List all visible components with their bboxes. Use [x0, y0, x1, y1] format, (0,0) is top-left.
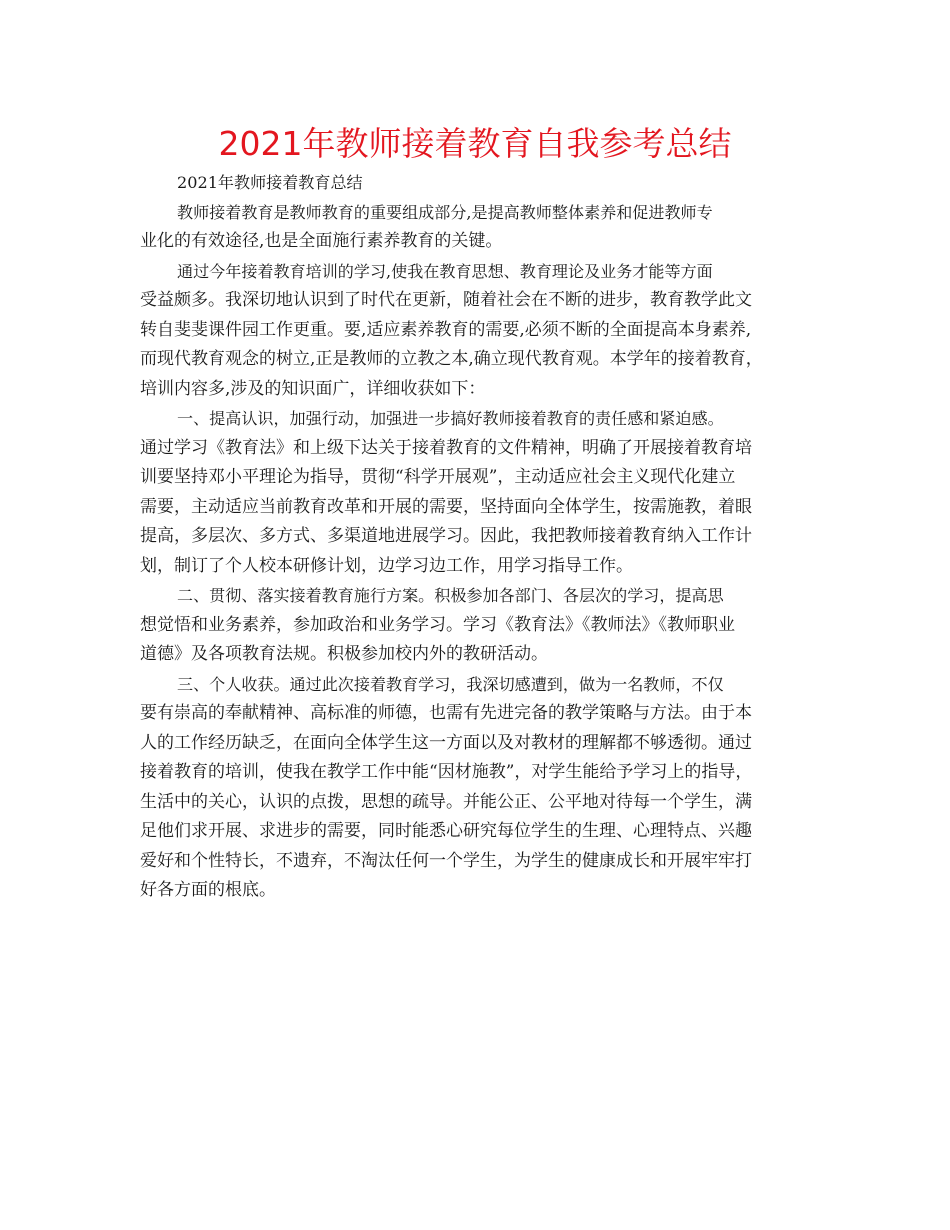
paragraph-line: 需要，主动适应当前教育改革和开展的需要，坚持面向全体学生，按需施教，着眼	[140, 496, 752, 517]
paragraph-line: 培训内容多,涉及的知识面广，详细收获如下：	[140, 378, 486, 399]
paragraph	[140, 581, 830, 670]
paragraph-line: 一、提高认识，加强行动，加强进一步搞好教师接着教育的责任感和紧迫感。	[177, 409, 724, 428]
paragraph-line: 二、贯彻、落实接着教育施行方案。积极参加各部门、各层次的学习，提高思	[177, 586, 724, 605]
paragraph-line: 受益颇多。我深切地认识到了时代在更新，随着社会在不断的进步，教育教学此文	[140, 290, 752, 310]
paragraph-line: 爱好和个性特长，不遗弃，不淘汰任何一个学生，为学生的健康成长和开展牢牢打	[140, 850, 752, 871]
paragraph-line: 通过学习《教育法》和上级下达关于接着教育的文件精神，明确了开展接着教育培	[140, 437, 752, 458]
paragraph-line: 提高，多层次、多方式、多渠道地进展学习。因此，我把教师接着教育纳入工作计	[140, 526, 752, 546]
paragraph-line: 转自斐斐课件园工作更重。要,适应素养教育的需要,必须不断的全面提高本身素养,	[140, 319, 752, 340]
paragraph-line: 人的工作经历缺乏，在面向全体学生这一方面以及对教材的理解都不够透彻。通过	[140, 732, 752, 753]
paragraph-line: 通过今年接着教育培训的学习,使我在教育思想、教育理论及业务才能等方面	[177, 261, 713, 281]
document-body	[140, 168, 830, 906]
paragraph	[140, 257, 830, 405]
paragraph	[140, 404, 830, 581]
paragraph-line: 想觉悟和业务素养，参加政治和业务学习。学习《教育法》《教师法》《教师职业	[140, 614, 735, 635]
paragraph-line: 好各方面的根底。	[140, 880, 276, 900]
paragraph-line: 道德》及各项教育法规。积极参加校内外的教研活动。	[140, 644, 548, 664]
paragraph-line: 三、个人收获。通过此次接着教育学习，我深切感遭到，做为一名教师，不仅	[177, 674, 724, 694]
paragraph-line: 而现代教育观念的树立,正是教师的立教之本,确立现代教育观。本学年的接着教育，	[140, 349, 763, 369]
document-subtitle	[140, 168, 830, 198]
paragraph-line: 足他们求开展、求进步的需要，同时能悉心研究每位学生的生理、心理特点、兴趣	[140, 821, 752, 841]
paragraph-line: 2021年教师接着教育总结	[177, 173, 363, 192]
paragraph-line: 业化的有效途径,也是全面施行素养教育的关键。	[140, 231, 503, 251]
paragraph	[140, 670, 830, 906]
paragraph-line: 接着教育的培训，使我在教学工作中能“因材施教”，对学生能给予学习上的指导，	[140, 762, 753, 782]
paragraph-line: 生活中的关心，认识的点拨，思想的疏导。并能公正、公平地对待每一个学生，满	[140, 791, 752, 812]
paragraph-line: 教师接着教育是教师教育的重要组成部分,是提高教师整体素养和促进教师专	[177, 202, 713, 222]
paragraph	[140, 198, 830, 257]
paragraph-line: 训要坚持邓小平理论为指导，贯彻“科学开展观”，主动适应社会主义现代化建立	[140, 467, 736, 487]
document-title: 2021年教师接着教育自我参考总结	[218, 124, 732, 163]
paragraph-line: 划，制订了个人校本研修计划，边学习边工作，用学习指导工作。	[140, 555, 633, 576]
paragraph-line: 要有崇高的奉献精神、高标准的师德，也需有先进完备的教学策略与方法。由于本	[140, 703, 752, 723]
